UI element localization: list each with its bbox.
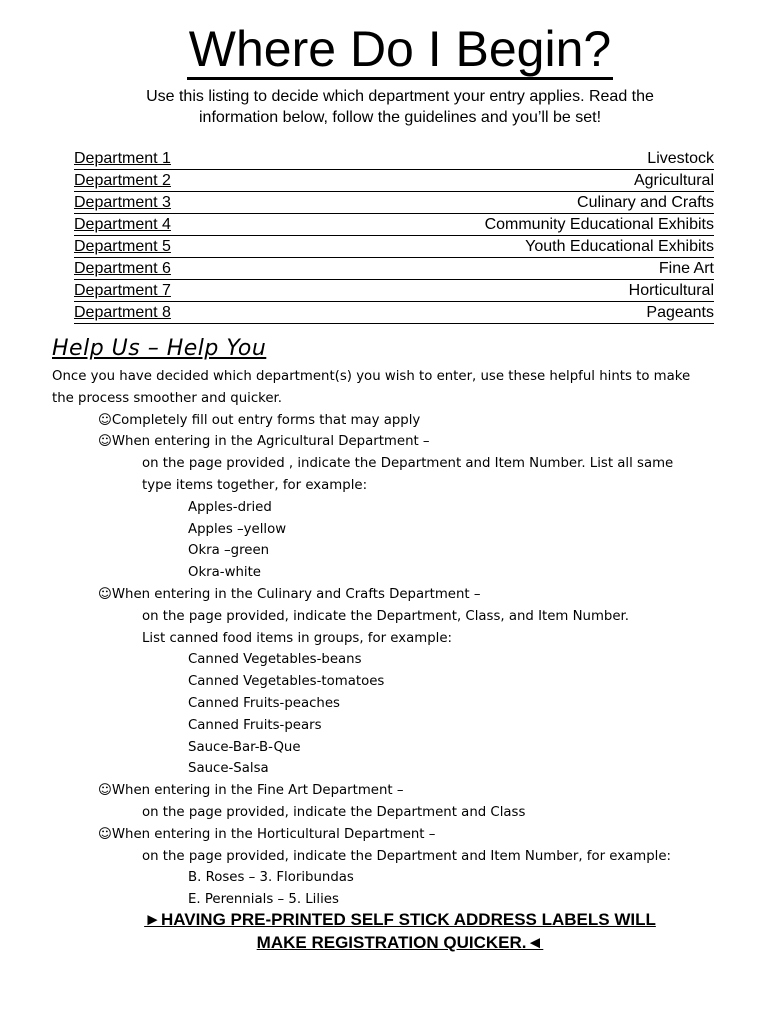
department-number: Department 7 (74, 282, 171, 299)
department-name: Livestock (647, 150, 714, 167)
example-item: Apples-dried (188, 499, 272, 515)
example-item: Canned Fruits-pears (188, 717, 322, 733)
smiley-bullet-icon: ☺ (98, 826, 112, 842)
smiley-bullet-icon: ☺ (98, 434, 112, 450)
department-name: Fine Art (658, 260, 714, 277)
help-intro-line-1: Once you have decided which department(s) you wish to enter, use these helpful hints to make (52, 369, 691, 384)
example-item: B. Roses – 3. Floribundas (188, 870, 354, 886)
department-list (74, 148, 714, 324)
example-item: Okra –green (188, 543, 270, 559)
department-number: Department 3 (74, 194, 171, 211)
department-row (74, 236, 714, 258)
department-number: Department 1 (74, 150, 171, 167)
hint-item (52, 780, 732, 802)
department-row (74, 170, 714, 192)
hint-text: When entering in the Agricultural Department – (111, 434, 430, 450)
footer-line-2: MAKE REGISTRATION QUICKER.◄ (256, 933, 544, 952)
help-heading: Help Us – Help You (52, 336, 267, 361)
department-row (74, 280, 714, 302)
help-intro-line-2: the process smoother and quicker. (52, 390, 283, 406)
department-row (74, 258, 714, 280)
department-name: Youth Educational Exhibits (525, 238, 714, 255)
footer-line-1: ►HAVING PRE-PRINTED SELF STICK ADDRESS LABELS WILL (144, 910, 656, 929)
department-number: Department 2 (74, 172, 171, 189)
example-item: Sauce-Salsa (188, 761, 269, 777)
example-item: E. Perennials – 5. Lilies (188, 892, 339, 908)
department-row (74, 148, 714, 170)
department-number: Department 4 (74, 216, 171, 233)
hint-detail: on the page provided , indicate the Department and Item Number. List all same (142, 456, 674, 472)
department-name: Community Educational Exhibits (484, 216, 714, 233)
hint-item (52, 584, 732, 606)
smiley-bullet-icon: ☺ (98, 586, 112, 602)
hint-text: When entering in the Culinary and Crafts Department – (111, 586, 481, 602)
hint-text: Completely fill out entry forms that may apply (111, 412, 421, 428)
department-name: Agricultural (633, 172, 714, 189)
department-number: Department 6 (74, 260, 171, 277)
department-row (74, 214, 714, 236)
department-row (74, 192, 714, 214)
department-number: Department 5 (74, 238, 171, 255)
footer-notice (0, 908, 770, 954)
department-name: Culinary and Crafts (577, 194, 714, 211)
hint-item (52, 431, 732, 453)
intro-line-2: information below, follow the guidelines and you’ll be set! (198, 109, 602, 126)
intro-text (0, 86, 770, 128)
smiley-bullet-icon: ☺ (98, 783, 112, 799)
hint-detail: on the page provided, indicate the Department and Item Number, for example: (142, 848, 672, 864)
example-item: Canned Vegetables-beans (188, 652, 362, 668)
hint-item (52, 824, 732, 846)
hint-text: When entering in the Fine Art Department – (111, 783, 404, 799)
example-item: Okra-white (188, 565, 261, 581)
page-title (0, 18, 770, 80)
department-row (74, 302, 714, 324)
example-item: Apples –yellow (188, 521, 287, 537)
smiley-bullet-icon: ☺ (98, 412, 112, 428)
example-item: Canned Fruits-peaches (188, 695, 340, 711)
hint-text: When entering in the Horticultural Department – (111, 826, 436, 842)
hint-detail: on the page provided, indicate the Department and Class (142, 804, 526, 820)
example-item: Canned Vegetables-tomatoes (188, 674, 385, 690)
page-title-text: Where Do I Begin? (187, 21, 613, 80)
department-name: Pageants (646, 304, 714, 321)
hint-detail: type items together, for example: (142, 477, 368, 493)
department-number: Department 8 (74, 304, 171, 321)
hint-detail: List canned food items in groups, for example: (142, 630, 453, 646)
department-name: Horticultural (628, 282, 714, 299)
intro-line-1: Use this listing to decide which department your entry applies. Read the (146, 88, 654, 105)
help-section (52, 366, 732, 911)
example-item: Sauce-Bar-B-Que (188, 739, 301, 755)
hint-item (52, 410, 732, 432)
hint-detail: on the page provided, indicate the Department, Class, and Item Number. (142, 608, 629, 624)
